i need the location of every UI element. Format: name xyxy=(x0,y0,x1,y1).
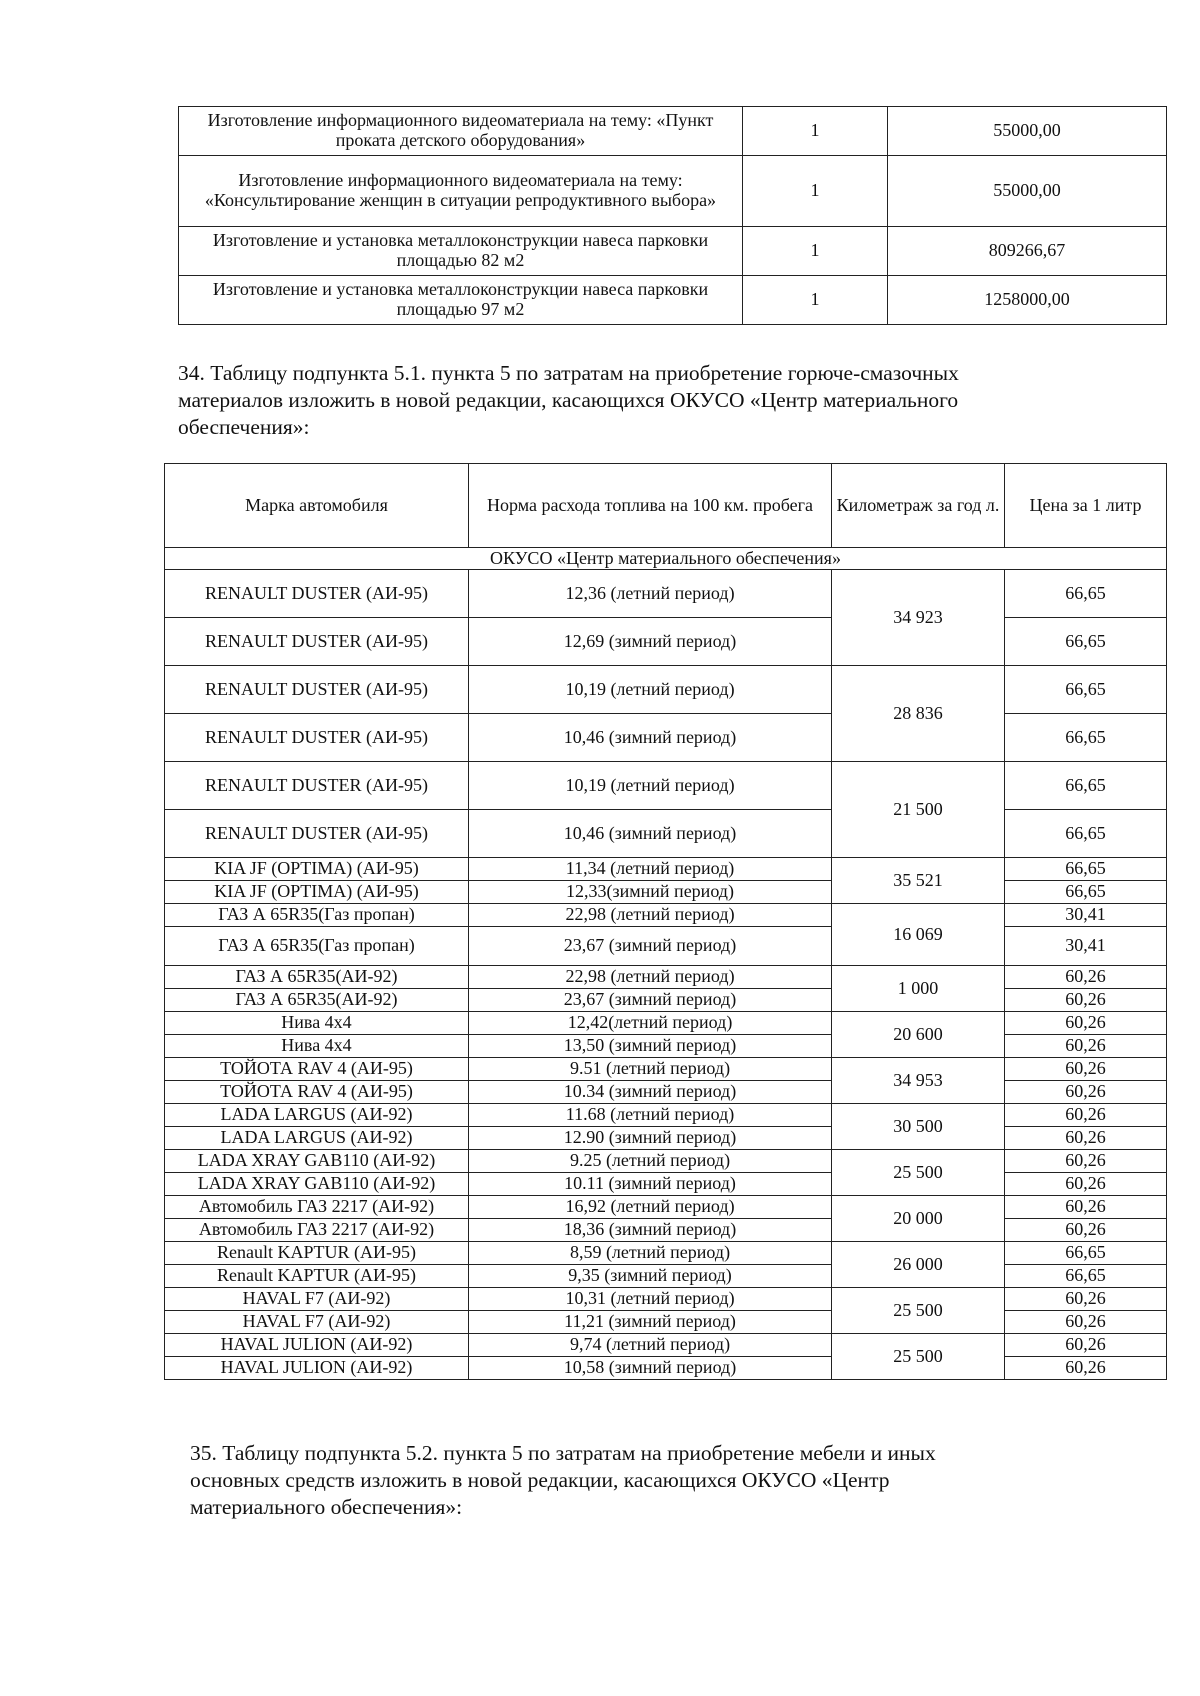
fuel-table xyxy=(164,463,1167,1380)
car-model: HAVAL JULION (АИ-92) xyxy=(165,1357,469,1380)
table-row xyxy=(165,1035,1167,1058)
annual-mileage: 30 500 xyxy=(832,1104,1005,1150)
price-per-liter: 60,26 xyxy=(1005,1219,1167,1242)
table-row xyxy=(165,1104,1167,1127)
price-per-liter: 66,65 xyxy=(1005,618,1167,666)
header-row xyxy=(165,464,1167,548)
car-model: RENAULT DUSTER (АИ-95) xyxy=(165,762,469,810)
fuel-norm: 10,19 (летний период) xyxy=(469,666,832,714)
annual-mileage: 25 500 xyxy=(832,1288,1005,1334)
car-model: HAVAL JULION (АИ-92) xyxy=(165,1334,469,1357)
car-model: KIA JF (OPTIMA) (АИ-95) xyxy=(165,858,469,881)
fuel-norm: 11,21 (зимний период) xyxy=(469,1311,832,1334)
price-per-liter: 60,26 xyxy=(1005,1058,1167,1081)
car-model: RENAULT DUSTER (АИ-95) xyxy=(165,618,469,666)
price-per-liter: 60,26 xyxy=(1005,1173,1167,1196)
price-per-liter: 60,26 xyxy=(1005,1127,1167,1150)
price-per-liter: 66,65 xyxy=(1005,666,1167,714)
table-row xyxy=(165,810,1167,858)
fuel-norm: 12,69 (зимний период) xyxy=(469,618,832,666)
annual-mileage: 25 500 xyxy=(832,1334,1005,1380)
annual-mileage: 26 000 xyxy=(832,1242,1005,1288)
paragraph-line: 35. Таблицу подпункта 5.2. пункта 5 по затратам на приобретение мебели и иных xyxy=(190,1441,936,1465)
car-model: ТОЙОТА RAV 4 (АИ-95) xyxy=(165,1058,469,1081)
fuel-norm: 10,46 (зимний период) xyxy=(469,810,832,858)
car-model: ГАЗ А 65R35(АИ-92) xyxy=(165,966,469,989)
service-name: Изготовление информационного видеоматериала на тему: «Пункт проката детского оборудования» xyxy=(179,107,743,156)
table-row xyxy=(165,1311,1167,1334)
table-row xyxy=(165,618,1167,666)
fuel-norm: 10,46 (зимний период) xyxy=(469,714,832,762)
annual-mileage: 28 836 xyxy=(832,666,1005,762)
service-qty: 1 xyxy=(743,107,888,156)
price-per-liter: 66,65 xyxy=(1005,1242,1167,1265)
table-row xyxy=(165,1058,1167,1081)
car-model: LADA LARGUS (АИ-92) xyxy=(165,1104,469,1127)
price-per-liter: 60,26 xyxy=(1005,966,1167,989)
car-model: LADA XRAY GAB110 (АИ-92) xyxy=(165,1173,469,1196)
price-per-liter: 60,26 xyxy=(1005,1334,1167,1357)
table-row xyxy=(165,1150,1167,1173)
fuel-norm: 22,98 (летний период) xyxy=(469,966,832,989)
price-per-liter: 30,41 xyxy=(1005,904,1167,927)
annual-mileage: 25 500 xyxy=(832,1150,1005,1196)
table-row xyxy=(165,1081,1167,1104)
annual-mileage: 34 953 xyxy=(832,1058,1005,1104)
table-row xyxy=(165,904,1167,927)
price-per-liter: 60,26 xyxy=(1005,1288,1167,1311)
car-model: ГАЗ А 65R35(АИ-92) xyxy=(165,989,469,1012)
table-row xyxy=(165,1288,1167,1311)
price-per-liter: 60,26 xyxy=(1005,1150,1167,1173)
service-name: Изготовление и установка металлоконструкции навеса парковки площадью 97 м2 xyxy=(179,276,743,325)
fuel-norm: 23,67 (зимний период) xyxy=(469,927,832,966)
fuel-norm: 10.11 (зимний период) xyxy=(469,1173,832,1196)
table-row xyxy=(165,1127,1167,1150)
price-per-liter: 66,65 xyxy=(1005,762,1167,810)
service-qty: 1 xyxy=(743,227,888,276)
org-row xyxy=(165,548,1167,570)
car-model: Автомобиль ГАЗ 2217 (АИ-92) xyxy=(165,1196,469,1219)
service-price: 1258000,00 xyxy=(888,276,1167,325)
fuel-norm: 9.25 (летний период) xyxy=(469,1150,832,1173)
car-model: Renault KAPTUR (АИ-95) xyxy=(165,1242,469,1265)
service-name: Изготовление и установка металлоконструкции навеса парковки площадью 82 м2 xyxy=(179,227,743,276)
header-norm: Норма расхода топлива на 100 км. пробега xyxy=(469,464,832,548)
table-row xyxy=(165,1196,1167,1219)
fuel-norm: 16,92 (летний период) xyxy=(469,1196,832,1219)
services-table xyxy=(178,106,1167,325)
car-model: RENAULT DUSTER (АИ-95) xyxy=(165,570,469,618)
car-model: RENAULT DUSTER (АИ-95) xyxy=(165,714,469,762)
service-price: 55000,00 xyxy=(888,107,1167,156)
table-row xyxy=(165,570,1167,618)
paragraph-35 xyxy=(190,1440,1140,1521)
fuel-norm: 12,42(летний период) xyxy=(469,1012,832,1035)
price-per-liter: 66,65 xyxy=(1005,1265,1167,1288)
table-row xyxy=(165,858,1167,881)
table-row xyxy=(165,714,1167,762)
paragraph-line: материального обеспечения»: xyxy=(190,1495,463,1519)
table-row xyxy=(165,762,1167,810)
table-row xyxy=(165,1012,1167,1035)
paragraph-line: основных средств изложить в новой редакции, касающихся ОКУСО «Центр xyxy=(190,1468,890,1492)
fuel-norm: 12,33(зимний период) xyxy=(469,881,832,904)
annual-mileage: 20 600 xyxy=(832,1012,1005,1058)
service-name: Изготовление информационного видеоматериала на тему: «Консультирование женщин в ситуации репродуктивного выбора» xyxy=(179,156,743,227)
paragraph-34 xyxy=(178,360,1133,441)
fuel-norm: 9.51 (летний период) xyxy=(469,1058,832,1081)
paragraph-line: материалов изложить в новой редакции, касающихся ОКУСО «Центр материального xyxy=(178,388,959,412)
table-row xyxy=(165,1334,1167,1357)
fuel-norm: 23,67 (зимний период) xyxy=(469,989,832,1012)
service-price: 809266,67 xyxy=(888,227,1167,276)
table-row xyxy=(165,1242,1167,1265)
car-model: Нива 4x4 xyxy=(165,1012,469,1035)
fuel-norm: 8,59 (летний период) xyxy=(469,1242,832,1265)
fuel-norm: 10,31 (летний период) xyxy=(469,1288,832,1311)
table-row xyxy=(165,966,1167,989)
annual-mileage: 35 521 xyxy=(832,858,1005,904)
car-model: Нива 4x4 xyxy=(165,1035,469,1058)
table-row xyxy=(165,1265,1167,1288)
table-row xyxy=(179,156,1167,227)
car-model: LADA LARGUS (АИ-92) xyxy=(165,1127,469,1150)
price-per-liter: 60,26 xyxy=(1005,1012,1167,1035)
car-model: ТОЙОТА RAV 4 (АИ-95) xyxy=(165,1081,469,1104)
annual-mileage: 16 069 xyxy=(832,904,1005,966)
annual-mileage: 20 000 xyxy=(832,1196,1005,1242)
table-row xyxy=(179,107,1167,156)
paragraph-line: обеспечения»: xyxy=(178,415,310,439)
service-qty: 1 xyxy=(743,156,888,227)
annual-mileage: 1 000 xyxy=(832,966,1005,1012)
price-per-liter: 66,65 xyxy=(1005,881,1167,904)
car-model: Автомобиль ГАЗ 2217 (АИ-92) xyxy=(165,1219,469,1242)
price-per-liter: 66,65 xyxy=(1005,810,1167,858)
fuel-norm: 22,98 (летний период) xyxy=(469,904,832,927)
fuel-norm: 10.34 (зимний период) xyxy=(469,1081,832,1104)
price-per-liter: 60,26 xyxy=(1005,1311,1167,1334)
car-model: RENAULT DUSTER (АИ-95) xyxy=(165,666,469,714)
price-per-liter: 30,41 xyxy=(1005,927,1167,966)
fuel-norm: 12,36 (летний период) xyxy=(469,570,832,618)
car-model: HAVAL F7 (АИ-92) xyxy=(165,1311,469,1334)
fuel-norm: 11,34 (летний период) xyxy=(469,858,832,881)
service-qty: 1 xyxy=(743,276,888,325)
header-car: Марка автомобиля xyxy=(165,464,469,548)
price-per-liter: 60,26 xyxy=(1005,1196,1167,1219)
price-per-liter: 60,26 xyxy=(1005,1081,1167,1104)
fuel-norm: 12.90 (зимний период) xyxy=(469,1127,832,1150)
table-row xyxy=(165,1357,1167,1380)
fuel-norm: 9,35 (зимний период) xyxy=(469,1265,832,1288)
price-per-liter: 60,26 xyxy=(1005,989,1167,1012)
annual-mileage: 21 500 xyxy=(832,762,1005,858)
table-row xyxy=(165,1173,1167,1196)
car-model: Renault KAPTUR (АИ-95) xyxy=(165,1265,469,1288)
car-model: KIA JF (OPTIMA) (АИ-95) xyxy=(165,881,469,904)
table-row xyxy=(179,276,1167,325)
price-per-liter: 66,65 xyxy=(1005,714,1167,762)
price-per-liter: 66,65 xyxy=(1005,570,1167,618)
price-per-liter: 60,26 xyxy=(1005,1104,1167,1127)
table-row xyxy=(179,227,1167,276)
car-model: ГАЗ А 65R35(Газ пропан) xyxy=(165,927,469,966)
org-title: ОКУСО «Центр материального обеспечения» xyxy=(165,548,1167,570)
table-row xyxy=(165,881,1167,904)
price-per-liter: 60,26 xyxy=(1005,1357,1167,1380)
fuel-norm: 11.68 (летний период) xyxy=(469,1104,832,1127)
annual-mileage: 34 923 xyxy=(832,570,1005,666)
service-price: 55000,00 xyxy=(888,156,1167,227)
table-row xyxy=(165,989,1167,1012)
header-km: Километраж за год л. xyxy=(832,464,1005,548)
fuel-norm: 18,36 (зимний период) xyxy=(469,1219,832,1242)
header-price: Цена за 1 литр xyxy=(1005,464,1167,548)
fuel-norm: 10,19 (летний период) xyxy=(469,762,832,810)
paragraph-line: 34. Таблицу подпункта 5.1. пункта 5 по затратам на приобретение горюче-смазочных xyxy=(178,361,959,385)
car-model: LADA XRAY GAB110 (АИ-92) xyxy=(165,1150,469,1173)
fuel-norm: 10,58 (зимний период) xyxy=(469,1357,832,1380)
table-row xyxy=(165,927,1167,966)
fuel-norm: 9,74 (летний период) xyxy=(469,1334,832,1357)
car-model: RENAULT DUSTER (АИ-95) xyxy=(165,810,469,858)
price-per-liter: 66,65 xyxy=(1005,858,1167,881)
car-model: ГАЗ А 65R35(Газ пропан) xyxy=(165,904,469,927)
price-per-liter: 60,26 xyxy=(1005,1035,1167,1058)
table-row xyxy=(165,666,1167,714)
fuel-norm: 13,50 (зимний период) xyxy=(469,1035,832,1058)
table-row xyxy=(165,1219,1167,1242)
car-model: HAVAL F7 (АИ-92) xyxy=(165,1288,469,1311)
